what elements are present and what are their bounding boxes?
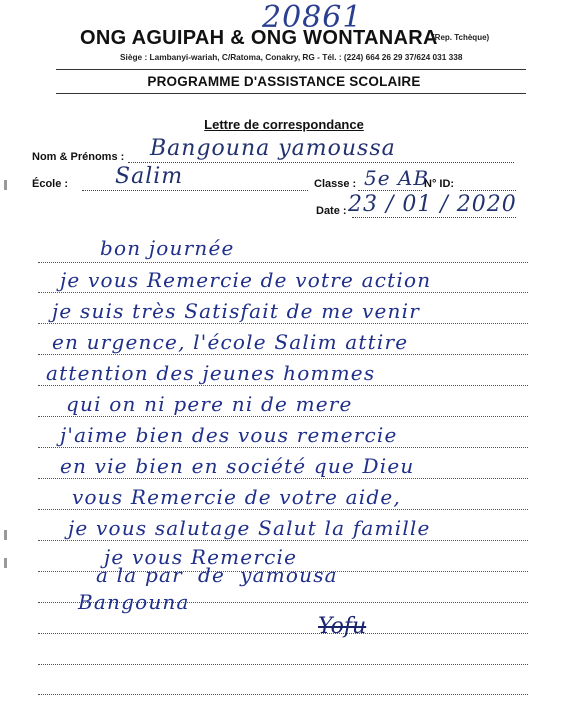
- organization-name: ONG AGUIPAH & ONG WONTANARA: [80, 27, 438, 49]
- ruled-line: [38, 540, 528, 541]
- class-value: 5e AB: [364, 166, 430, 190]
- ruled-line: [38, 385, 528, 386]
- date-value: 23 / 01 / 2020: [348, 192, 517, 217]
- letter-line: je vous Remercie de votre action: [60, 268, 432, 292]
- name-label: Nom & Prénoms :: [32, 151, 125, 163]
- ruled-line: [38, 664, 528, 665]
- letter-line: je suis très Satisfait de me venir: [52, 299, 420, 323]
- programme-title: PROGRAMME D'ASSISTANCE SCOLAIRE: [147, 74, 421, 89]
- handwritten-signature: Yofu: [318, 614, 367, 639]
- letter-line: j'aime bien des vous remercie: [60, 423, 398, 447]
- letter-line: vous Remercie de votre aide,: [72, 485, 401, 509]
- scan-edge-mark: [4, 530, 7, 540]
- letter-line: bon journée: [100, 236, 235, 260]
- header-divider-bottom: [56, 93, 526, 94]
- name-value: Bangouna yamoussa: [150, 136, 396, 161]
- ruled-line: [38, 416, 528, 417]
- school-label: École :: [32, 178, 69, 190]
- ruled-line: [38, 694, 528, 695]
- letter-line: en vie bien en société que Dieu: [60, 454, 415, 478]
- ruled-line: [38, 478, 528, 479]
- letter-line: je vous Remercie: [104, 545, 298, 569]
- handwritten-reference-number: 20861: [262, 0, 363, 35]
- organization-country: (Rep. Tchèque): [432, 33, 490, 42]
- id-field-line: [460, 190, 516, 191]
- letter-line: a la par de yamousa: [96, 563, 338, 587]
- organization-address: Siège : Lambanyi-wariah, C/Ratoma, Conakry, RG - Tél. : (224) 664 26 29 37/624 031 338: [120, 52, 463, 62]
- letter-line: en urgence, l'école Salim attire: [52, 330, 409, 354]
- date-label: Date :: [316, 205, 347, 217]
- ruled-line: [38, 509, 528, 510]
- name-field-line: [128, 162, 514, 163]
- school-value: Salim: [115, 164, 184, 189]
- ruled-line: [38, 323, 528, 324]
- letter-line: attention des jeunes hommes: [46, 361, 376, 385]
- class-label: Classe :: [314, 178, 357, 190]
- ruled-line: [38, 633, 528, 634]
- id-label: N° ID:: [424, 178, 455, 190]
- ruled-line: [38, 354, 528, 355]
- letter-title: Lettre de correspondance: [204, 117, 364, 132]
- ruled-line: [38, 262, 528, 263]
- scan-edge-mark: [4, 558, 7, 568]
- letter-line: Bangouna: [78, 590, 190, 614]
- class-field-line: [358, 190, 422, 191]
- header-divider-top: [56, 69, 526, 70]
- letter-line: je vous salutage Salut la famille: [68, 516, 431, 540]
- date-field-line: [352, 217, 516, 218]
- ruled-line: [38, 447, 528, 448]
- ruled-line: [38, 292, 528, 293]
- scan-edge-mark: [4, 180, 7, 190]
- letter-line: qui on ni pere ni de mere: [66, 392, 353, 416]
- school-field-line: [82, 190, 308, 191]
